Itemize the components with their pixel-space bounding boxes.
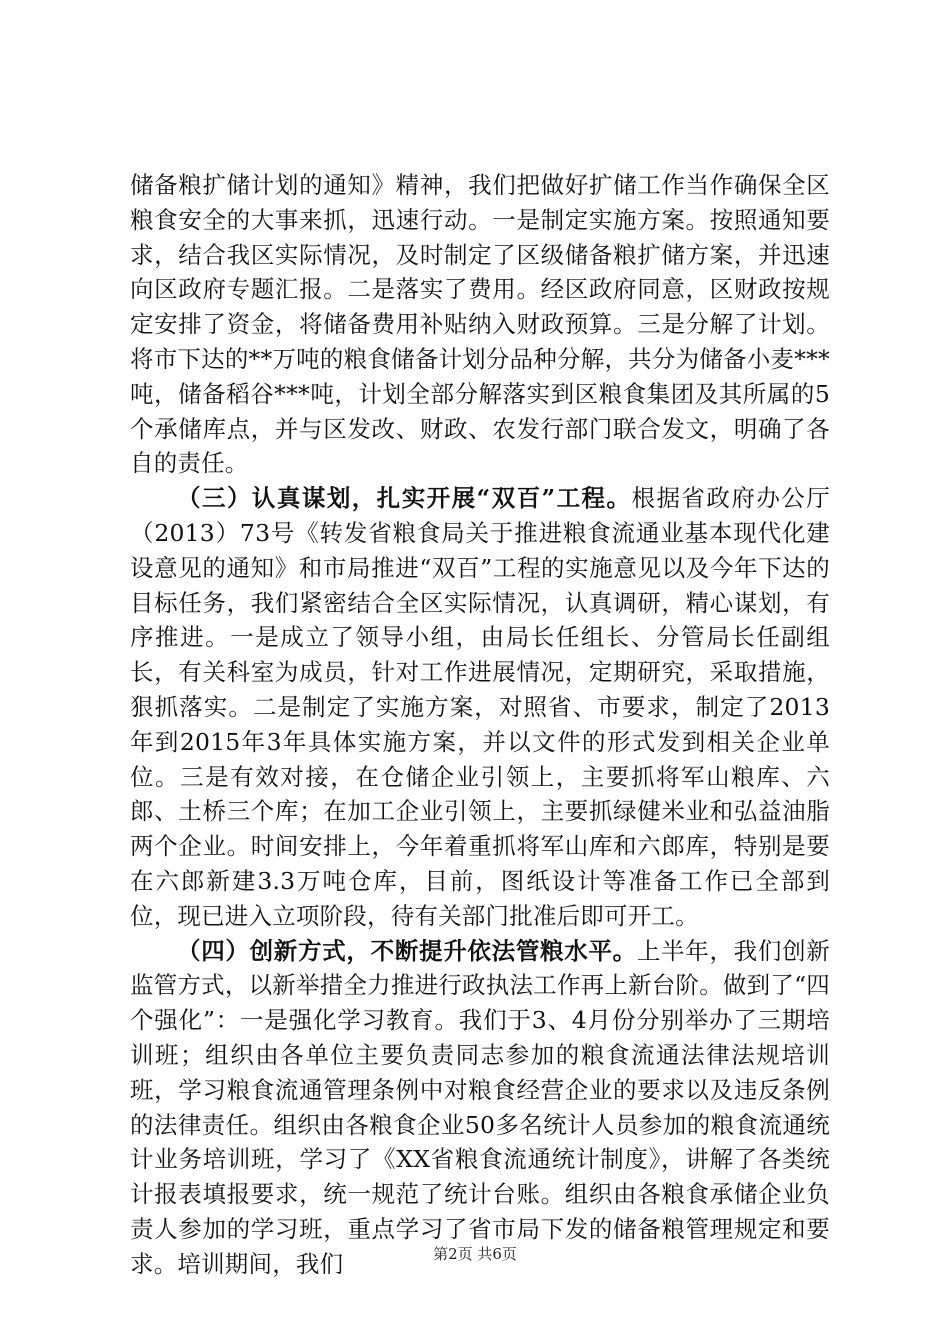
paragraph-3-text: 上半年，我们创新监管方式，以新举措全力推进行政执法工作再上新台阶。做到了“四个强化”：一是强化学习教育。我们于3、4月份分别举办了三期培训班；组织由各单位主要负责同志参加的粮食流通法律法规培训班，学习粮食流通管理条例中对粮食经营企业的要求以及违反条例的法律责任。组织由各粮食企业50多名统计人员参加的粮食流通统计业务培训班，学习了《XX省粮食流通统计制度》，讲解了各类统计报表填报要求，统一规范了统计台账。组织由各粮食承储企业负责人参加的学习班，重点学习了省市局下发的储备粮管理规定和要求。培训期间，我们 [130,936,830,1278]
paragraph-2-text: 根据省政府办公厅（2013）73号《转发省粮食局关于推进粮食流通业基本现代化建设意见的通知》和市局推进“双百”工程的实施意见以及今年下达的目标任务，我们紧密结合全区实际情况，认真调研，精心谋划，有序推进。一是成立了领导小组，由局长任组长、分管局长任副组长，有关科室为成员，针对工作进展情况，定期研究，采取措施，狠抓落实。二是制定了实施方案，对照省、市要求，制定了2013年到2015年3年具体实施方案，并以文件的形式发到相关企业单位。三是有效对接，在仓储企业引领上，主要抓将军山粮库、六郎、土桥三个库；在加工企业引领上，主要抓绿健米业和弘益油脂两个企业。时间安排上，今年着重抓将军山库和六郎库，特别是要在六郎新建3.3万吨仓库，目前，图纸设计等准备工作已全部到位，现已进入立项阶段，待有关部门批准后即可开工。 [130,484,831,930]
paragraph-3 [130,934,830,1282]
document-body [130,168,830,1282]
section-4-heading: （四）创新方式，不断提升依法管粮水平。 [177,936,637,965]
section-3-heading: （三）认真谋划，扎实开展“双百”工程。 [177,484,632,513]
paragraph-1 [130,168,830,481]
paragraph-2 [130,481,830,933]
page-number-label: 第2页 共6页 [433,1245,517,1263]
paragraph-1-text: 储备粮扩储计划的通知》精神，我们把做好扩储工作当作确保全区粮食安全的大事来抓，迅速行动。一是制定实施方案。按照通知要求，结合我区实际情况，及时制定了区级储备粮扩储方案，并迅速向区政府专题汇报。二是落实了费用。经区政府同意，区财政按规定安排了资金，将储备费用补贴纳入财政预算。三是分解了计划。将市下达的**万吨的粮食储备计划分品种分解，共分为储备小麦***吨，储备稻谷***吨，计划全部分解落实到区粮食集团及其所属的5个承储库点，并与区发改、财政、农发行部门联合发文，明确了各自的责任。 [130,171,830,478]
page-footer [0,1243,950,1264]
